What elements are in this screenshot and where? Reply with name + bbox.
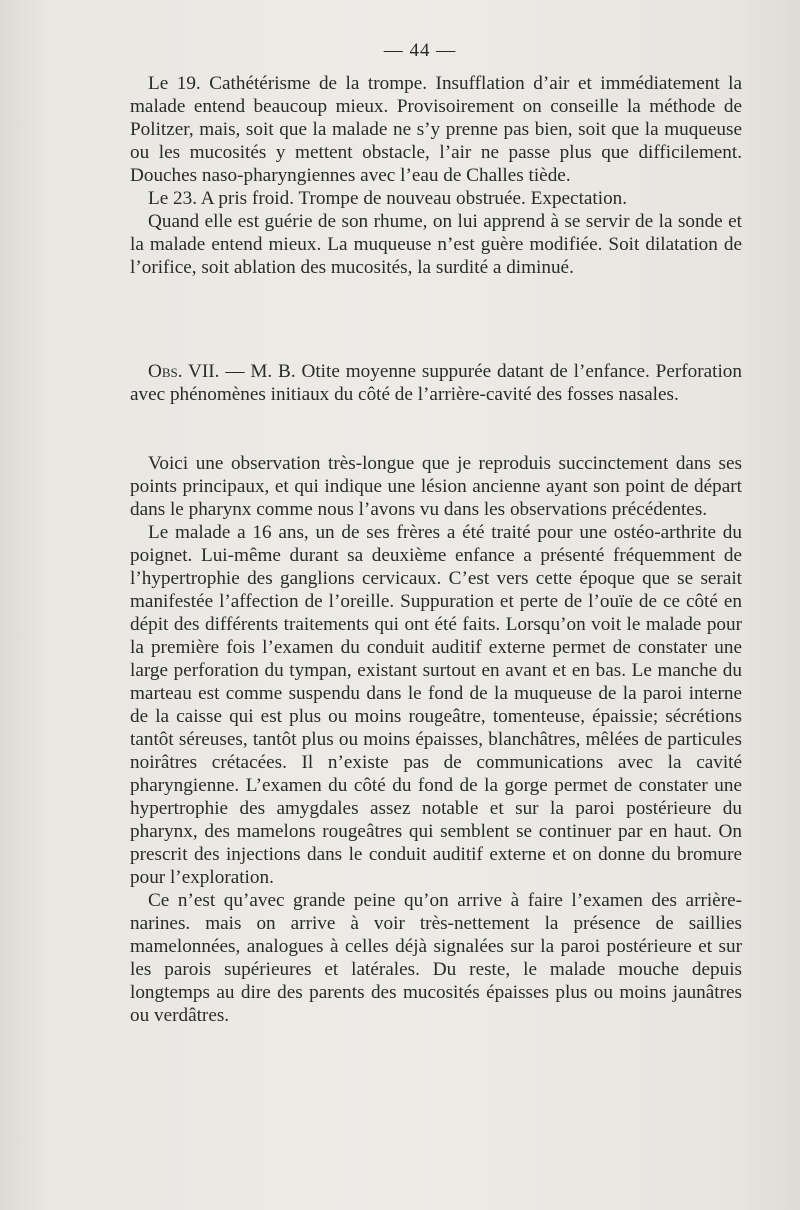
observation-title: — M. B. Otite moyenne suppurée datant de l’enfance. Perforation avec phénomènes initiaux du côté de l’arrière-cavité des fosses nasales. xyxy=(130,361,742,405)
paragraph-day-19: Le 19. Cathétérisme de la trompe. Insufflation d’air et immédiatement la malade entend beaucoup mieux. Provisoirement on conseille la méthode de Politzer, mais, soit que la malade ne s’y prenne pas bien, soit que la muqueuse ou les mucosités y mettent obstacle, l’air ne passe plus que difficilement. Douches naso-pharyngiennes avec l’eau de Challes tiède. xyxy=(130,73,742,186)
section-continued-observation xyxy=(130,72,742,279)
paragraph-introduction: Voici une observation très-longue que je reproduis succinctement dans ses points principaux, et qui indique une lésion ancienne ayant son point de départ dans le pharynx comme nous l’avons vu dans les observations précédentes. xyxy=(130,453,742,520)
paragraph-day-23: Le 23. A pris froid. Trompe de nouveau obstruée. Expectation. xyxy=(148,188,628,209)
paragraph-case-history: Le malade a 16 ans, un de ses frères a été traité pour une ostéo-arthrite du poignet. Lui-même durant sa deuxième enfance a présenté fréquemment de l’hypertrophie des ganglions cervicaux. C’est vers cette époque que se serait manifestée l’affection de l’oreille. Suppuration et perte de l’ouïe de ce côté en dépit des différents traitements qui ont été faits. Lorsqu’on voit le malade pour la première fois l’examen du conduit auditif externe permet de constater une large perforation du tympan, existant surtout en avant et en bas. Le manche du marteau est comme suspendu dans le fond de la muqueuse de la paroi interne de la caisse qui est plus ou moins rougeâtre, tomenteuse, épaissie; sécrétions tantôt séreuses, tantôt plus ou moins épaisses, blanchâtres, mêlées de particules noirâtres crétacées. Il n’existe pas de communications avec la cavité pharyngienne. L’examen du côté du fond de la gorge permet de constater une hypertrophie des amygdales assez notable et sur la paroi postérieure du pharynx, des mamelons rougeâtres qui semblent se continuer par en haut. On prescrit des injections dans le conduit auditif externe et on donne du bromure pour l’exploration. xyxy=(130,522,742,888)
observation-heading-text xyxy=(130,360,742,406)
paragraph-nasal-examination: Ce n’est qu’avec grande peine qu’on arrive à faire l’examen des arrière-narines. mais on arrive à voir très-nettement la présence de saillies mamelonnées, analogues à celles déjà signalées sur la paroi postérieure et sur les parois supérieures et latérales. Du reste, le malade mouche depuis longtemps au dire des parents des mucosités épaisses plus ou moins jaunâtres ou verdâtres. xyxy=(130,890,742,1026)
paragraph-recovery: Quand elle est guérie de son rhume, on lui apprend à se servir de la sonde et la malade entend mieux. La muqueuse n’est guère modifiée. Soit dilatation de l’orifice, soit ablation des mucosités, la surdité a diminué. xyxy=(130,211,742,278)
observation-heading xyxy=(130,360,742,406)
observation-label: Obs. VII. xyxy=(148,361,220,382)
section-observation-body xyxy=(130,452,742,1027)
page-number: — 44 — xyxy=(383,40,457,61)
